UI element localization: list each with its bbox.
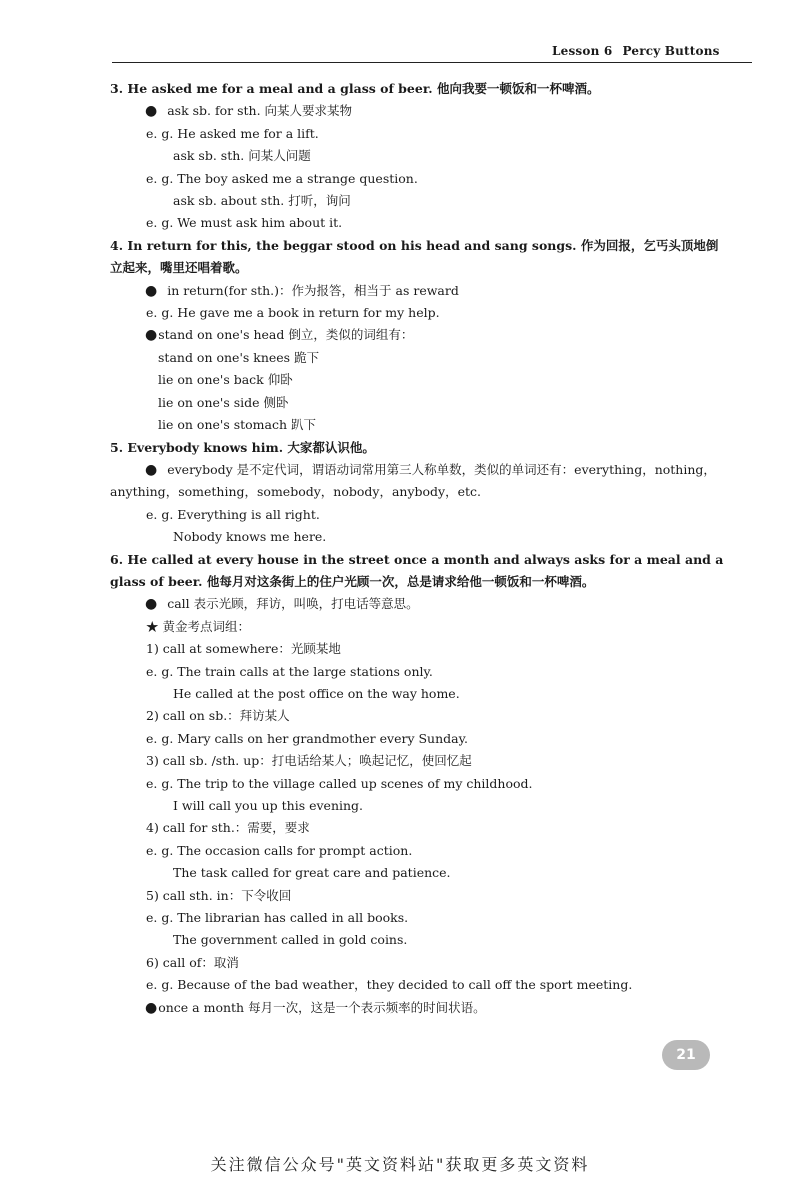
bullet-icon: ● (145, 461, 158, 478)
page-content (110, 78, 725, 1019)
bullet-item (110, 997, 725, 1019)
example-line: e. g. Mary calls on her grandmother every Sunday. (146, 730, 468, 746)
bullet-text: once a month 每月一次，这是一个表示频率的时间状语。 (158, 999, 486, 1015)
bullet-item (110, 593, 725, 615)
example-line: The government called in gold coins. (173, 932, 408, 948)
example-line: The task called for great care and patience. (173, 865, 451, 881)
bullet-text: ask sb. for sth. 向某人要求某物 (167, 103, 353, 119)
example-line: e. g. He gave me a book in return for my help. (146, 305, 440, 321)
example-line: e. g. We must ask him about it. (146, 215, 343, 231)
example-line: e. g. Everything is all right. (146, 506, 320, 522)
bullet-text: stand on one's head 倒立，类似的词组有： (158, 327, 414, 343)
bullet-icon: ● (145, 103, 158, 120)
bullet-icon: ● (145, 327, 158, 344)
example-line: e. g. The boy asked me a strange question. (146, 170, 418, 186)
example-line: e. g. Because of the bad weather，they decided to call off the sport meeting. (146, 977, 633, 993)
sentence-6: 6. He called at every house in the street once a month and always asks for a meal and a glass of beer. 他每月对这条街上的住户光顾一次，总是请求给他一顿饭和一杯啤酒。 (110, 551, 724, 589)
phrase-line: 4) call for sth.：需要，要求 (146, 820, 310, 836)
phrase-line: lie on one's side 侧卧 (158, 394, 289, 410)
example-line: e. g. The train calls at the large stations only. (146, 663, 433, 679)
example-line: He called at the post office on the way home. (173, 685, 460, 701)
phrase-line: lie on one's back 仰卧 (158, 372, 293, 388)
bullet-text: call 表示光顾，拜访，叫唤，打电话等意思。 (167, 596, 419, 612)
phrase-line: 6) call of：取消 (146, 954, 239, 970)
lesson-title: Percy Buttons (622, 44, 720, 58)
example-line: e. g. The trip to the village called up scenes of my childhood. (146, 775, 533, 791)
bullet-text: in return(for sth.)：作为报答，相当于 as reward (167, 282, 459, 298)
phrase-line: 1) call at somewhere：光顾某地 (146, 641, 341, 657)
example-line: e. g. The librarian has called in all books. (146, 910, 409, 926)
sentence-3: 3. He asked me for a meal and a glass of beer. 他向我要一顿饭和一杯啤酒。 (110, 81, 600, 96)
lesson-label: Lesson 6 (552, 44, 613, 58)
page-number: 21 (662, 1040, 710, 1070)
example-line: e. g. The occasion calls for prompt action. (146, 842, 413, 858)
phrase-line: 2) call on sb.：拜访某人 (146, 708, 290, 724)
bullet-item (110, 100, 725, 122)
bullet-icon: ● (145, 596, 158, 613)
bullet-item (110, 324, 725, 346)
phrase-line: ask sb. sth. 问某人问题 (173, 148, 311, 164)
example-line: Nobody knows me here. (173, 529, 327, 545)
phrase-line: ask sb. about sth. 打听，询问 (173, 193, 351, 209)
phrase-line: 3) call sb. /sth. up：打电话给某人；唤起记忆，使回忆起 (146, 753, 472, 769)
example-line: I will call you up this evening. (173, 798, 364, 813)
bullet-item (110, 280, 725, 302)
bullet-icon: ● (145, 282, 158, 299)
bullet-item (110, 459, 725, 504)
phrase-line: lie on one's stomach 趴下 (158, 417, 317, 433)
bullet-text: everybody 是不定代词，谓语动词常用第三人称单数，类似的单词还有：everything，nothing，anything，something，somebody，nobody，anybody，etc. (110, 461, 716, 500)
phrase-line: 5) call sth. in：下令收回 (146, 887, 292, 903)
example-line: e. g. He asked me for a lift. (146, 125, 319, 141)
phrase-line: stand on one's knees 跪下 (158, 349, 320, 365)
bullet-icon: ● (145, 999, 158, 1016)
section-heading: ★ 黄金考点词组： (146, 618, 250, 634)
footer-note: 关注微信公众号"英文资料站"获取更多英文资料 (210, 1155, 590, 1174)
sentence-5: 5. Everybody knows him. 大家都认识他。 (110, 439, 375, 455)
sentence-4: 4. In return for this, the beggar stood on his head and sang songs. 作为回报，乞丐头顶地倒立起来，嘴里还唱着歌。 (110, 237, 719, 276)
